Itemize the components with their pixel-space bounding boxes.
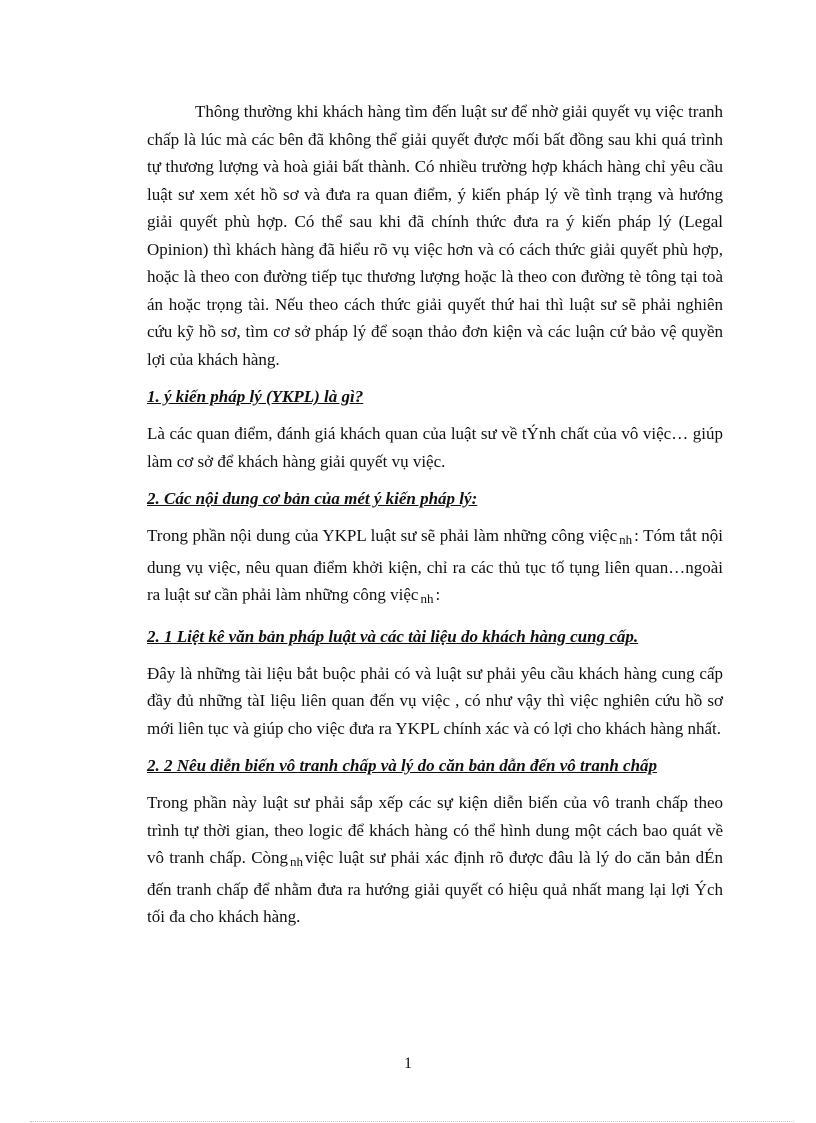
section-2-text-1: Trong phần nội dung của YKPL luật sư sẽ phải làm những công việc <box>147 526 618 545</box>
section-2-nh-1: nh <box>619 532 633 547</box>
section-1-paragraph: Là các quan điểm, đánh giá khách quan của luật sư về tÝnh chất của vô việc… giúp làm cơ sở để khách hàng giải quyết vụ việc. <box>147 424 723 471</box>
section-2-nh-2: nh <box>420 591 434 606</box>
section-2-2-heading: 2. 2 Nêu diễn biến vô tranh chấp và lý do căn bản dẫn đến vô tranh chấp <box>147 756 658 775</box>
section-2-2-text-2: việc luật sư phải xác định rõ được đâu là lý do căn bản dÉn đến tranh chấp để nhằm đưa ra hướng giải quyết có hiệu quả nhất mang lại lợi Ých tối đa cho khách hàng. <box>147 848 724 926</box>
section-2-2-nh: nh <box>290 854 304 869</box>
document-page <box>147 98 723 941</box>
section-2-2-paragraph <box>147 789 723 931</box>
section-2-2-text-1: Trong phần này luật sư phải sắp xếp các sự kiện diễn biến của vô tranh chấp theo trình tự thời gian, theo logic để khách hàng có thể hình dung một cách bao quát về vô tranh chấp. Còng <box>147 793 723 867</box>
section-2-text-2: : Tóm tắt nội dung vụ việc, nêu quan điểm khởi kiện, chỉ ra các thủ tục tố tụng liên quan…ngoài ra luật sư cần phải làm những công việc <box>147 526 723 604</box>
section-2-1-paragraph: Đây là những tài liệu bắt buộc phải có và luật sư phải yêu cầu khách hàng cung cấp đầy đủ những tàI liệu liên quan đến vụ việc , có như vậy thì việc nghiên cứu hồ sơ mới liên tục và giúp cho việc đưa ra YKPL chính xác và có lợi cho khách hàng nhất. <box>147 663 723 738</box>
page-number: 1 <box>404 1055 412 1072</box>
section-2-text-3: : <box>435 585 441 604</box>
intro-paragraph: Thông thường khi khách hàng tìm đến luật sư để nhờ giải quyết vụ việc tranh chấp là lúc mà các bên đã không thể giải quyết được mối bất đồng sau khi quá trình tự thương lượng và hoà giải bất thành. Có nhiều trường hợp khách hàng chỉ yêu cầu luật sư xem xét hồ sơ và đưa ra quan điểm, ý kiến pháp lý về tình trạng và hướng giải quyết phù hợp. Có thể sau khi đã chính thức đưa ra ý kiến pháp lý (Legal Opinion) thì khách hàng đã hiểu rõ vụ việc hơn và có cách thức giải quyết phù hợp, hoặc là theo con đường tiếp tục thương lượng hoặc là theo con đường tè tông tại toà án hoặc trọng tài. Nếu theo cách thức giải quyết thứ hai thì luật sư sẽ phải nghiên cứu kỹ hồ sơ, tìm cơ sở pháp lý để soạn thảo đơn kiện và các luận cứ bảo vệ quyền lợi của khách hàng. <box>147 102 723 369</box>
section-1-heading: 1. ý kiến pháp lý (YKPL) là gì? <box>147 387 364 406</box>
footer-divider <box>30 1121 794 1122</box>
section-2-1-heading: 2. 1 Liệt kê văn bản pháp luật và các tài liệu do khách hàng cung cấp. <box>147 626 639 646</box>
section-2-heading: 2. Các nội dung cơ bản của mét ý kiến pháp lý: <box>147 489 478 508</box>
section-2-paragraph <box>147 522 723 613</box>
